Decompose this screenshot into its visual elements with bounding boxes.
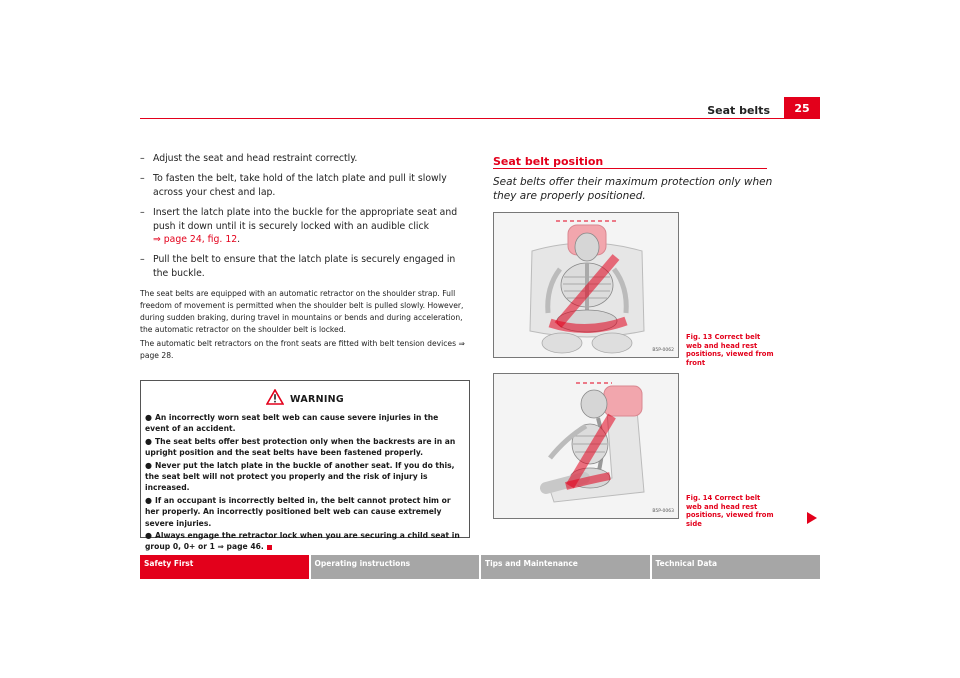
- bullet-icon: ●: [145, 531, 152, 541]
- warning-header: [145, 389, 465, 409]
- step-dash: –: [140, 173, 145, 185]
- page-number: 25: [784, 97, 820, 119]
- next-page-arrow-icon[interactable]: [807, 512, 817, 524]
- warning-item-text: If an occupant is incorrectly belted in, the belt cannot protect him or her properly. An incorrectly positioned belt web can cause extremely severe injuries.: [145, 495, 451, 528]
- end-of-section-marker: [267, 545, 272, 550]
- warning-item: [145, 412, 465, 435]
- retractor-note: The seat belts are equipped with an automatic retractor on the shoulder strap. Full freedom of movement is permitted when the shoulder belt is pulled slowly. However, during sudden braking, during travel in mountains or bends and during acceleration, the automatic retractor on the shoulder belt is locked.: [140, 289, 464, 334]
- warning-item-text: The seat belts offer best protection only when the backrests are in an upright position and the seat belts have been fastened properly.: [145, 436, 456, 458]
- step-item: [140, 172, 470, 199]
- section-divider: [493, 168, 767, 169]
- footer-nav: [140, 555, 820, 579]
- seated-skeleton-side-illustration: [494, 374, 679, 519]
- warning-item: [145, 530, 465, 553]
- bullet-icon: ●: [145, 436, 152, 446]
- step-dash: –: [140, 153, 145, 164]
- instruction-column: [140, 152, 470, 362]
- warning-item: [145, 460, 465, 494]
- step-item: [140, 152, 470, 166]
- page-reference-link[interactable]: ⇒ page 24, fig. 12: [153, 234, 238, 246]
- bullet-icon: ●: [145, 413, 152, 422]
- tab-operating-instructions[interactable]: Operating instructions: [311, 555, 480, 579]
- step-text-end: .: [237, 234, 241, 246]
- step-text: Pull the belt to ensure that the latch plate is securely engaged in the buckle.: [153, 254, 456, 279]
- tension-device-note: The automatic belt retractors on the front seats are fitted with belt tension devices ⇒ page 28.: [140, 339, 465, 360]
- bullet-icon: ●: [145, 460, 152, 470]
- seated-skeleton-front-illustration: [494, 213, 679, 358]
- step-text: Insert the latch plate into the buckle for the appropriate seat and push it down until it is securely locked with an audible click: [153, 207, 458, 232]
- warning-item: [145, 495, 465, 529]
- step-text: Adjust the seat and head restraint correctly.: [153, 153, 358, 164]
- figure-code: B5P-0062: [652, 348, 674, 353]
- figure-side-view: [493, 373, 679, 519]
- step-dash: –: [140, 254, 145, 266]
- warning-item-text: Always engage the retractor lock when you are securing a child seat in group 0, 0+ or 1 ⇒ page 46.: [145, 531, 460, 552]
- page-header-title: Seat belts: [707, 104, 770, 117]
- step-dash: –: [140, 207, 145, 219]
- warning-triangle-icon: [266, 389, 284, 409]
- tab-technical-data[interactable]: Technical Data: [652, 555, 821, 579]
- warning-box: [140, 380, 470, 552]
- step-item: [140, 253, 470, 280]
- header-divider: [140, 118, 820, 119]
- figure-caption-14: Fig. 14 Correct belt web and head rest positions, viewed from side: [686, 494, 774, 528]
- warning-title: WARNING: [289, 393, 345, 405]
- warning-item: [145, 436, 465, 459]
- figure-code: B5P-0063: [652, 509, 674, 514]
- section-lead-text: Seat belts offer their maximum protection only when they are properly positioned.: [493, 176, 773, 202]
- tab-tips-and-maintenance[interactable]: Tips and Maintenance: [481, 555, 650, 579]
- figure-front-view: [493, 212, 679, 358]
- warning-item-text: An incorrectly worn seat belt web can cause severe injuries in the event of an accident.: [145, 413, 439, 434]
- section-heading: Seat belt position: [493, 155, 604, 168]
- figure-caption-13: Fig. 13 Correct belt web and head rest positions, viewed from front: [686, 333, 774, 367]
- warning-item-text: Never put the latch plate in the buckle of another seat. If you do this, the seat belt will not protect you properly and the risk of injury is increased.: [145, 460, 455, 493]
- bullet-icon: ●: [145, 495, 152, 505]
- tab-safety-first[interactable]: Safety First: [140, 555, 309, 579]
- step-text: To fasten the belt, take hold of the latch plate and pull it slowly across your chest and lap.: [153, 173, 447, 198]
- step-item: [140, 206, 470, 247]
